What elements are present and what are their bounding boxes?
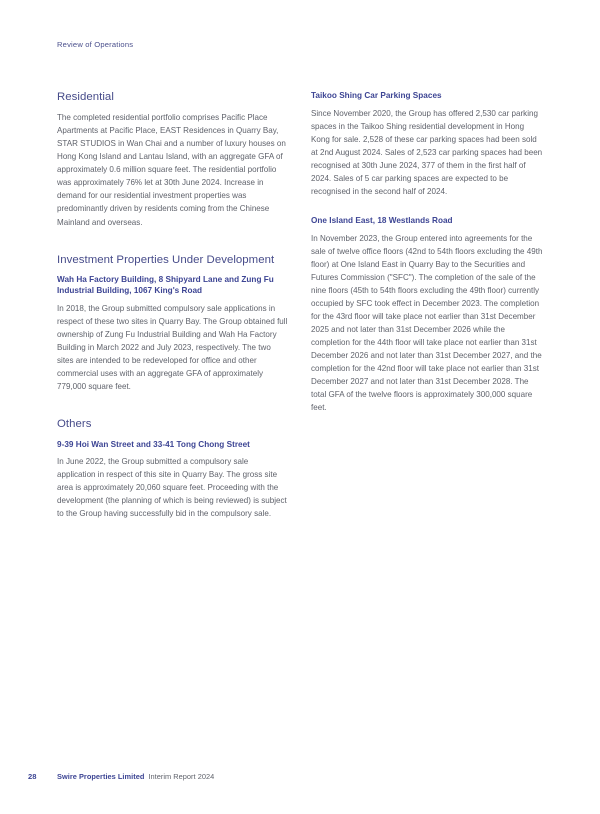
- section-investment-properties-under-development: [57, 253, 289, 394]
- footer-company-name: Swire Properties Limited: [57, 772, 145, 781]
- section-one-island-east: [311, 215, 543, 414]
- running-header: Review of Operations: [57, 40, 134, 49]
- paragraph-one-island-east: In November 2023, the Group entered into agreements for the sale of twelve office floors (42nd to 54th floors excluding the 49th floor) at One Island East in Quarry Bay to the Securities and Futures Commission ("SFC"). The completion of the sale of the nine floors (45th to 54th floors excluding the 49th floor) currently occupied by SFC took effect in December 2023. The completion for the 43rd floor will take place not earlier than 31st December 2025 and not later than 31st December 2026 while the completion for the 44th floor will take place not earlier than 31st December 2026 and not later than 31st December 2027, and the completion for the 42nd floor will take place not earlier than 31st December 2027 and not later than 31st December 2028. The total GFA of the twelve floors is approximately 300,000 square feet.: [311, 233, 543, 412]
- right-column: [311, 90, 543, 520]
- paragraph-taikoo-shing-car-parking: Since November 2020, the Group has offered 2,530 car parking spaces in the Taikoo Shing residential development in Hong Kong for sale. 2,528 of these car parking spaces had been sold at 2nd August 2024. Sales of 2,523 car parking spaces had been recognised at 30th June 2024, 377 of them in the first half of 2024. Sales of 5 car parking spaces are expected to be recognised in the second half of 2024.: [311, 108, 543, 196]
- paragraph-residential: The completed residential portfolio comprises Pacific Place Apartments at Pacific Place, EAST Residences in Quarry Bay, STAR STUDIOS in Wan Chai and a number of luxury houses on Hong Kong Island and Lantau Island, with an aggregate GFA of approximately 0.6 million square feet. The residential portfolio was approximately 76% let at 30th June 2024. Increase in demand for our residential investment properties was predominantly driven by residents coming from the Chinese Mainland and overseas.: [57, 113, 286, 227]
- section-taikoo-shing-car-parking: [311, 90, 543, 198]
- section-title-residential: Residential: [57, 91, 114, 103]
- subheading-one-island-east: One Island East, 18 Westlands Road: [311, 215, 453, 225]
- section-title-others: Others: [57, 418, 92, 431]
- subheading-taikoo-shing-car-parking: Taikoo Shing Car Parking Spaces: [311, 91, 442, 100]
- two-column-body: [57, 90, 543, 520]
- page-footer: [28, 772, 214, 781]
- paragraph-hoi-wan-tong-chong: In June 2022, the Group submitted a compulsory sale application in respect of this site in Quarry Bay. The gross site area is approximately 20,060 square feet. Proceeding with the development (the planning of which is being reviewed) is subject to the Group having successfully bid in the compulsory sale.: [57, 457, 287, 519]
- left-column: [57, 90, 289, 520]
- section-residential: [57, 90, 289, 229]
- section-title-investment-properties: Investment Properties Under Development: [57, 253, 275, 266]
- section-others: [57, 417, 289, 520]
- subheading-hoi-wan-tong-chong: 9-39 Hoi Wan Street and 33-41 Tong Chong Street: [57, 439, 250, 449]
- paragraph-wah-ha-zung-fu: In 2018, the Group submitted compulsory sale applications in respect of these two sites in Quarry Bay. The Group obtained full ownership of Zung Fu Industrial Building and Wah Ha Factory Building in March 2022 and July 2023, respectively. The two sites are intended to be redeveloped for office and other commercial uses with an aggregate GFA of approximately 779,000 square feet.: [57, 304, 288, 392]
- footer-report-name: Interim Report 2024: [148, 772, 215, 781]
- footer-page-number: 28: [28, 772, 37, 781]
- subheading-wah-ha-zung-fu: Wah Ha Factory Building, 8 Shipyard Lane and Zung Fu Industrial Building, 1067 King's Road: [57, 274, 274, 296]
